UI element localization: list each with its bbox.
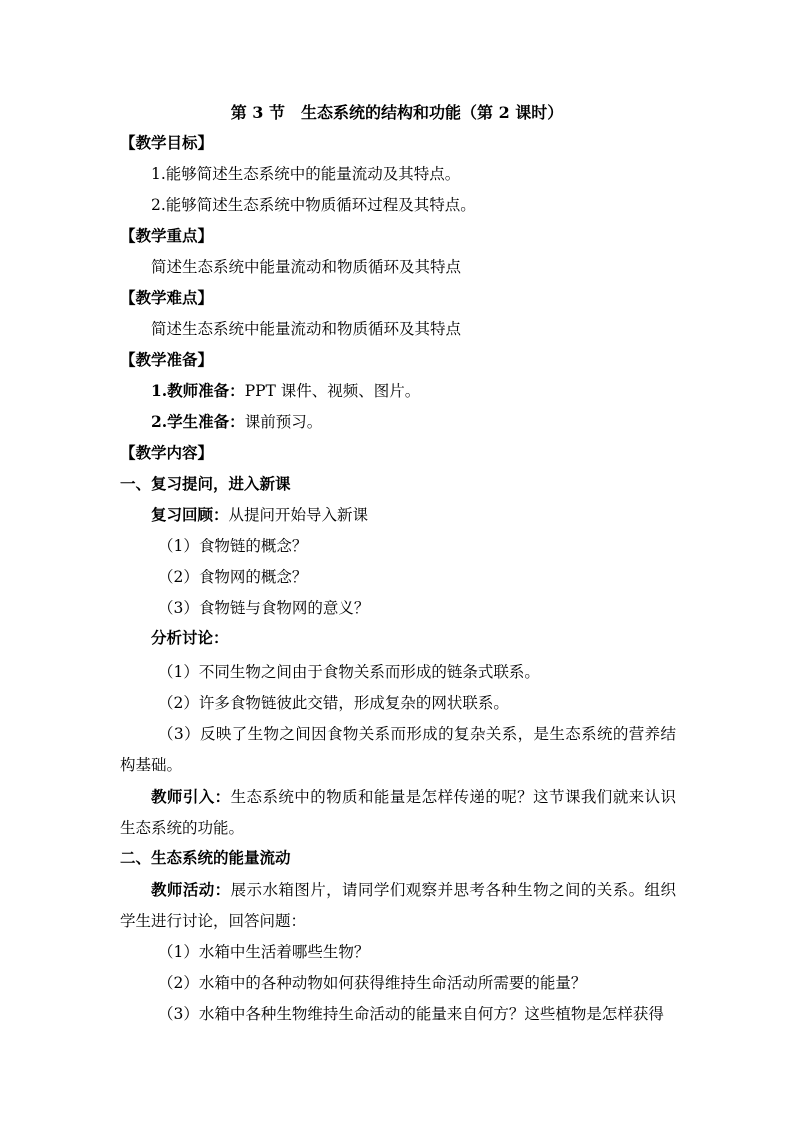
focus-heading: 【教学重点】: [120, 226, 214, 245]
discussion-answer: （2）许多食物链彼此交错，形成复杂的网状联系。: [158, 694, 509, 712]
goal-item: 2.能够简述生态系统中物质循环过程及其特点。: [151, 196, 476, 214]
review-text: 从提问开始导入新课: [228, 506, 369, 524]
prep-teacher-text: PPT 课件、视频、图片。: [244, 382, 421, 400]
activity-label: 教师活动：: [151, 880, 231, 899]
intro-text: 生态系统中的物质和能量是怎样传递的呢？这节课我们就来认识生态系统的功能。: [120, 788, 676, 837]
review-line: [151, 505, 368, 525]
goals-heading: 【教学目标】: [120, 133, 214, 152]
section1-heading: 一、复习提问，进入新课: [120, 474, 291, 493]
review-question: （1）食物链的概念？: [158, 537, 308, 555]
activity-question: （3）水箱中各种生物维持生命活动的能量来自何方？这些植物是怎样获得: [158, 1005, 664, 1023]
difficulty-heading: 【教学难点】: [120, 288, 214, 307]
discussion-label: 分析讨论：: [151, 628, 229, 647]
prep-student: [151, 412, 322, 432]
review-question: （3）食物链与食物网的意义？: [158, 599, 370, 617]
discussion-answer: （1）不同生物之间由于食物关系而形成的链条式联系。: [158, 663, 540, 681]
activity-question: （2）水箱中的各种动物如何获得维持生命活动所需要的能量？: [158, 974, 587, 992]
prep-student-text: 课前预习。: [244, 413, 323, 431]
discussion-answer: （3）反映了生物之间因食物关系而形成的复杂关系，是生态系统的营养结构基础。: [120, 725, 676, 774]
review-question: （2）食物网的概念？: [158, 568, 308, 586]
activity-question: （1）水箱中生活着哪些生物？: [158, 943, 370, 961]
intro-label: 教师引入：: [151, 787, 231, 806]
activity-text: 展示水箱图片，请同学们观察并思考各种生物之间的关系。组织学生进行讨论，回答问题：: [120, 881, 676, 930]
focus-text: 简述生态系统中能量流动和物质循环及其特点: [151, 258, 462, 276]
teacher-activity: [120, 874, 676, 937]
prep-teacher: [151, 381, 420, 401]
discussion-answer-wrapped: [120, 719, 676, 781]
teacher-intro: [120, 781, 676, 844]
content-heading: 【教学内容】: [120, 443, 214, 462]
difficulty-text: 简述生态系统中能量流动和物质循环及其特点: [151, 320, 462, 338]
goal-item: 1.能够简述生态系统中的能量流动及其特点。: [151, 165, 461, 183]
prep-teacher-label: 1.教师准备：: [151, 381, 245, 400]
prep-student-label: 2.学生准备：: [151, 412, 245, 431]
prep-heading: 【教学准备】: [120, 350, 214, 369]
page-title: 第 3 节 生态系统的结构和功能（第 2 课时）: [230, 103, 564, 122]
section2-heading: 二、生态系统的能量流动: [120, 848, 291, 867]
review-label: 复习回顾：: [151, 505, 229, 524]
